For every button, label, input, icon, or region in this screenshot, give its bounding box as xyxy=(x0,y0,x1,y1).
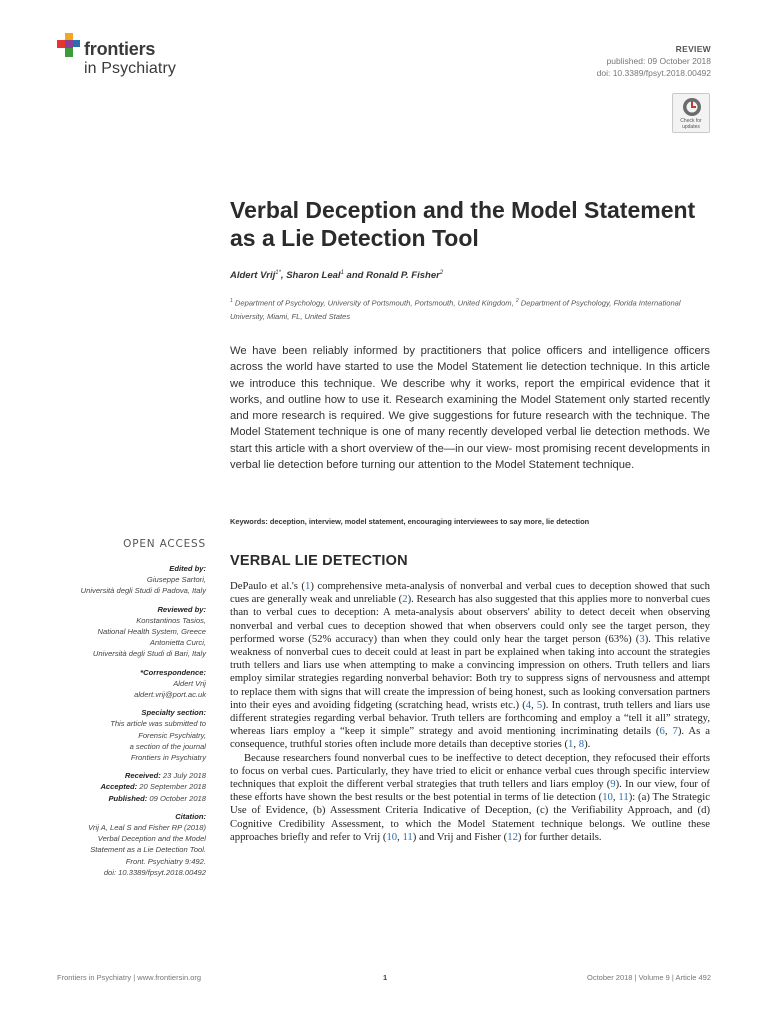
accepted-label: Accepted: xyxy=(100,782,138,792)
keywords-list: deception, interview, model statement, encouraging interviewees to say more, lie detection xyxy=(269,517,590,526)
published-label: Published: xyxy=(108,793,148,803)
reviewer-affiliation: National Health System, Greece xyxy=(97,627,206,637)
affiliations xyxy=(230,295,715,323)
page-number: 1 xyxy=(383,973,388,982)
author-affiliation-mark: 1 xyxy=(340,270,344,276)
author-separator: , xyxy=(280,270,287,282)
specialty-line: Frontiers in Psychiatry xyxy=(130,753,206,763)
citation-label: Citation: xyxy=(175,811,206,821)
accepted-value: 20 September 2018 xyxy=(139,782,206,792)
citation-reference-link[interactable]: 11 xyxy=(618,791,629,804)
citation-doi[interactable]: doi: 10.3389/fpsyt.2018.00492 xyxy=(103,867,206,877)
paragraph-text-run: ). As a consequence, truthful stories often include more details than deceptive stories ( xyxy=(230,725,711,751)
paragraph-text-run: ): (a) The Strategic Use of Evidence, (b) Assessment Criteria Indicative of Deception, (c) the Verifiability Approach, and (d) Cognitive Credibility Assessment, to which the Model Statement technique belongs. We outline these approaches briefly and refer to Vrij ( xyxy=(230,791,710,843)
abstract: We have been reliably informed by practitioners that police officers and intelligence officers across the world have started to use the Model Statement lie detection technique. In this article we introduce this technique. We describe why it works, report the empirical evidence that it works, and outline how to use it. Research examining the Model Statement only started recently and more research is required. We give suggestions for future research with the technique. The Model Statement technique is one of many recently developed verbal lie detection methods. We start this article with a short overview of the—in our view- most promising recent developments in verbal lie detection before turning our attention to the Model Statement technique. xyxy=(230,345,711,472)
journal-logo[interactable] xyxy=(57,33,197,79)
author-name[interactable]: Sharon Leal xyxy=(286,270,341,282)
logo-wordmark-journal: in Psychiatry xyxy=(84,60,176,77)
correspondence-name: Aldert Vrij xyxy=(173,678,206,688)
specialty-line: Forensic Psychiatry, xyxy=(138,730,206,740)
citation-reference-link[interactable]: 9 xyxy=(610,778,616,791)
dates-block xyxy=(40,770,206,804)
paragraph-text-run: DePaulo et al.'s ( xyxy=(230,580,305,592)
citation-reference-link[interactable]: 6 xyxy=(659,725,665,738)
author-name[interactable]: Ronald P. Fisher xyxy=(366,270,440,282)
published-value: 09 October 2018 xyxy=(149,793,206,803)
paragraph-text-run: ). This relative weakness of nonverbal cues to deceit could at least in part be explained when taking into account the strategies truth tellers and liars use when attempting to make a convincing impression on others. Truth tellers and liars employ similar strategies regarding nonverbal behavior: Both try to suppress signs of nervousness and attempt to replace them with signs that will create the impression of being honest, such as looking conversation partners into their eyes and avoiding fidgeting (scratching head, wrists etc.) ( xyxy=(230,632,710,711)
received-label: Received: xyxy=(124,771,161,781)
affiliation-text: Department of Psychology, Florida International University, Miami, FL, United States xyxy=(230,298,681,321)
author-list xyxy=(230,270,443,281)
citation-reference-link[interactable]: 7 xyxy=(672,725,678,738)
reviewer-affiliation: Università degli Studi di Bari, Italy xyxy=(92,649,206,659)
citation-block xyxy=(40,811,206,878)
citation-reference-link[interactable]: 2 xyxy=(402,593,408,606)
citation-reference-link[interactable]: 8 xyxy=(578,738,585,751)
accepted-date xyxy=(40,781,206,792)
paragraph-text-run: Because researchers found nonverbal cues to be ineffective to detect deception, they refocused their efforts to focus on verbal cues. Particularly, they have tried to elicit or enhance verbal cues through specific interview techniques that exploit the different verbal strategies that truth tellers and liars employ ( xyxy=(230,751,710,791)
paragraph-text-run: , xyxy=(531,698,537,711)
article-title: Verbal Deception and the Model Statement as a Lie Detection Tool xyxy=(230,197,696,251)
citation-reference-link[interactable]: 1 xyxy=(305,580,311,592)
author-affiliation-mark: 2 xyxy=(439,270,444,276)
open-access-label: OPEN ACCESS xyxy=(123,538,206,550)
paragraph-text-run: ) comprehensive meta-analysis of nonverbal and verbal cues to deception showed that such cues are generally weak and unreliable ( xyxy=(230,580,710,606)
logo-wordmark-frontiers: frontiers xyxy=(84,39,156,59)
citation-reference-link[interactable]: 11 xyxy=(402,830,413,843)
keywords xyxy=(230,517,710,526)
citation-line: Verbal Deception and the Model xyxy=(97,834,206,844)
citation-line: Vrij A, Leal S and Fisher RP (2018) xyxy=(88,823,206,833)
citation-reference-link[interactable]: 5 xyxy=(536,698,543,711)
footer-journal-link[interactable]: Frontiers in Psychiatry | www.frontiersin.org xyxy=(57,973,202,982)
specialty-section-block xyxy=(40,707,206,763)
citation-reference-link[interactable]: 3 xyxy=(639,632,645,645)
edited-by-label: Edited by: xyxy=(169,564,206,573)
citation-line: Front. Psychiatry 9:492. xyxy=(125,856,206,866)
section-heading: VERBAL LIE DETECTION xyxy=(230,553,408,569)
author-affiliation-mark: 1* xyxy=(275,270,281,276)
check-updates-label: Check for updates xyxy=(680,118,702,130)
article-info-sidebar xyxy=(40,537,206,885)
paragraph-text-run: ) and Vrij and Fisher ( xyxy=(412,830,508,843)
specialty-line: a section of the journal xyxy=(129,741,206,751)
citation-line: Statement as a Lie Detection Tool. xyxy=(90,845,206,855)
editor-name[interactable]: Giuseppe Sartori, xyxy=(146,575,206,585)
frontiers-logo-icon xyxy=(57,33,81,61)
citation-reference-link[interactable]: 10 xyxy=(386,830,398,843)
specialty-line: This article was submitted to xyxy=(110,719,206,729)
editor-affiliation: Università degli Studi di Padova, Italy xyxy=(80,586,206,596)
correspondence-block xyxy=(40,667,206,701)
edited-by-block xyxy=(40,563,206,597)
author-name[interactable]: Aldert Vrij xyxy=(230,270,276,282)
published-date: published: 09 October 2018 xyxy=(606,56,711,66)
affiliation-mark: 2 xyxy=(515,298,519,304)
affiliation-mark: 1 xyxy=(230,298,233,304)
affiliation-text: Department of Psychology, University of Portsmouth, Portsmouth, United Kingdom, xyxy=(234,298,516,308)
body-text xyxy=(230,580,710,844)
paragraph-text-run: ). xyxy=(584,738,591,751)
check-updates-icon xyxy=(682,97,702,117)
paragraph-text-run: ). Research has also suggested that this applies more to nonverbal cues than to verbal cues to deception: A meta-analysis about observers' ability to detect deceit when observing nonverbal and verbal cues to deception showed that when observers could only see the target person, they performed worse (52% accuracy) than when they could only hear the target person (63%) ( xyxy=(230,593,710,645)
paragraph-text-run: , xyxy=(664,725,673,738)
reviewed-by-label: Reviewed by: xyxy=(157,604,206,614)
citation-reference-link[interactable]: 12 xyxy=(507,830,518,843)
citation-reference-link[interactable]: 4 xyxy=(525,698,532,711)
author-separator: and xyxy=(343,270,367,282)
reviewer-name[interactable]: Antonietta Curci, xyxy=(149,638,206,648)
correspondence-email[interactable]: aldert.vrij@port.ac.uk xyxy=(134,690,206,700)
paragraph-text-run: ). In our view, four of these efforts have shown the best results or the best potential in terms of lie detection ( xyxy=(230,778,710,804)
check-for-updates-button[interactable] xyxy=(672,93,710,133)
citation-reference-link[interactable]: 1 xyxy=(568,738,574,751)
keywords-label: Keywords: xyxy=(230,517,268,526)
paragraph-text-run: , xyxy=(612,791,619,804)
article-type: REVIEW xyxy=(675,44,711,54)
paragraph-text-run: ). In contrast, truth tellers and liars use different strategies regarding verbal behavior. Truth tellers are forthcoming and employ a “tell it all” strategy, whereas liars employ a “keep it simple” strategy and avoid mentioning incriminating details ( xyxy=(230,698,710,738)
footer-issue-info: October 2018 | Volume 9 | Article 492 xyxy=(587,973,711,982)
body-paragraph xyxy=(230,580,710,752)
article-meta xyxy=(597,44,711,78)
received-value: 23 July 2018 xyxy=(162,771,206,781)
published-date-sidebar xyxy=(40,793,206,804)
correspondence-label: *Correspondence: xyxy=(140,667,206,677)
paragraph-text-run: ) for further details. xyxy=(517,830,602,843)
paragraph-text-run: , xyxy=(397,830,403,843)
reviewed-by-block xyxy=(40,604,206,660)
body-paragraph xyxy=(230,752,710,844)
received-date xyxy=(40,770,206,781)
specialty-label: Specialty section: xyxy=(141,708,206,718)
reviewer-name[interactable]: Konstantinos Tasios, xyxy=(136,615,206,625)
paragraph-text-run: , xyxy=(573,738,579,751)
citation-reference-link[interactable]: 10 xyxy=(602,791,613,804)
article-doi[interactable]: doi: 10.3389/fpsyt.2018.00492 xyxy=(596,68,711,78)
